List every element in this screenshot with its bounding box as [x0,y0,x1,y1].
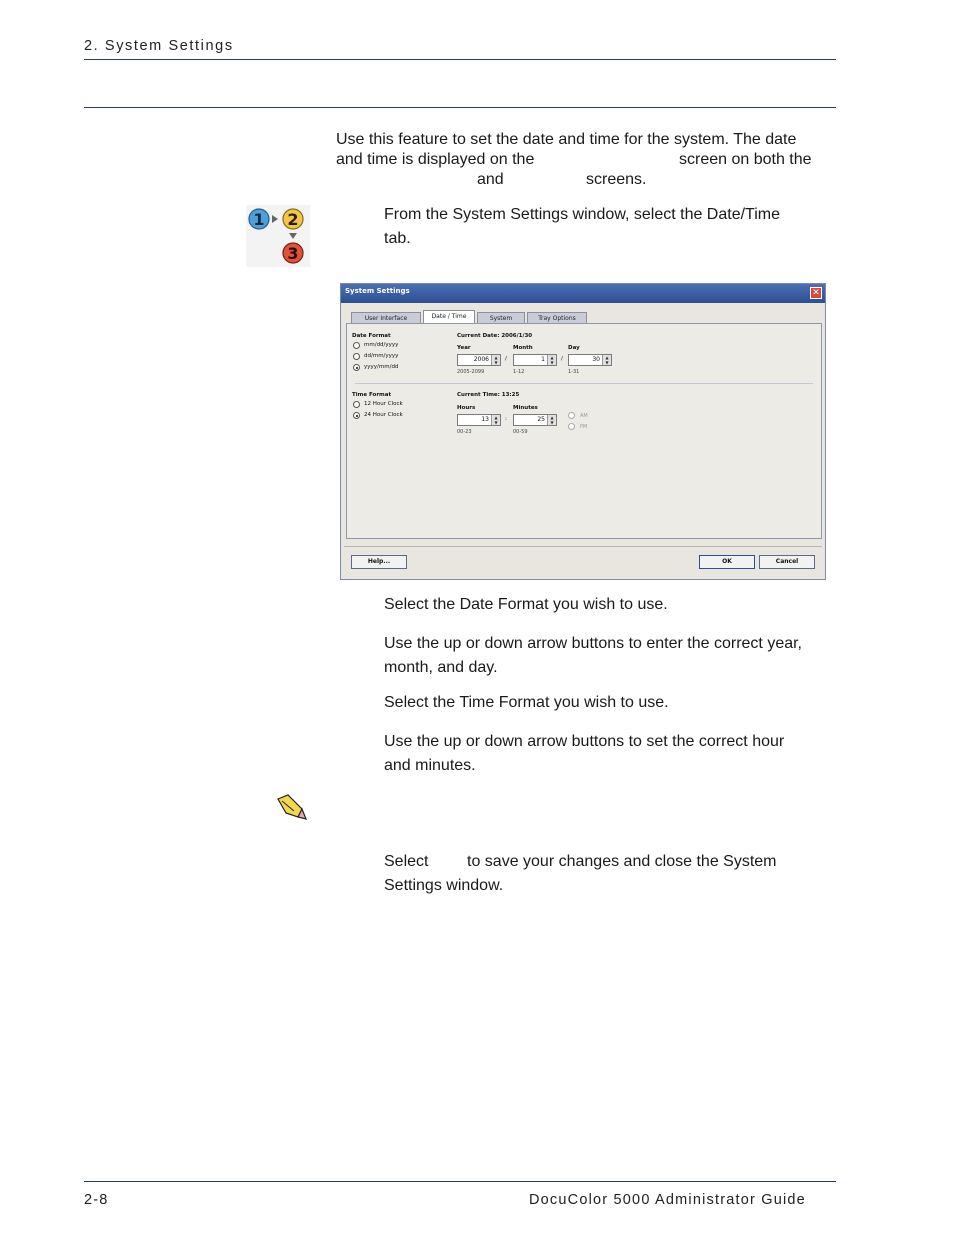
date-option-1: mm/dd/yyyy [364,342,399,348]
date-separator-1: / [505,356,507,362]
minutes-range: 00-59 [513,429,528,435]
day-value: 30 [592,356,600,363]
am-label: AM [580,413,588,419]
day-range: 1-31 [568,369,580,375]
header-rule [84,59,836,60]
cancel-button[interactable]: Cancel [759,555,815,569]
pm-label: PM [580,424,588,430]
hours-value: 13 [481,416,489,423]
intro-line-2a: and time is displayed on the [336,151,535,168]
year-range: 2005-2099 [457,369,485,375]
day-arrows-icon[interactable]: ▲ ▼ [602,355,611,365]
footer-rule [84,1181,836,1182]
guide-title: DocuColor 5000 Administrator Guide [529,1192,806,1208]
pm-radio[interactable] [568,423,575,430]
date-format-ddmmyyyy-radio[interactable] [353,353,360,360]
step4-text: Select the Time Format you wish to use. [384,694,669,711]
date-format-label: Date Format [352,333,391,339]
current-time: Current Time: 13:25 [457,392,520,398]
intro-line-3b: screens. [586,171,647,188]
step-number-3: 3 [287,244,299,263]
date-option-2: dd/mm/yyyy [364,353,399,359]
step1-line-2: tab. [384,230,411,247]
step1-line-1: From the System Settings window, select the Date/Time [384,206,781,223]
time-option-1: 12 Hour Clock [364,401,403,407]
steps-icon [246,205,310,267]
time-option-2: 24 Hour Clock [364,412,403,418]
date-time-panel [346,323,822,539]
intro-line-2b: screen on both the [679,151,812,168]
am-radio[interactable] [568,412,575,419]
day-label: Day [568,345,580,351]
divider [355,383,813,384]
date-separator-2: / [561,356,563,362]
ok-button[interactable]: OK [699,555,755,569]
step-number-2: 2 [287,210,299,229]
current-date: Current Date: 2006/1/30 [457,333,533,339]
day-spinner[interactable] [568,354,612,366]
hours-label: Hours [457,405,476,411]
date-format-yyyymmdd-radio[interactable] [353,364,360,371]
intro-line-3a: and [477,171,504,188]
note-pencil-icon [276,793,308,821]
month-range: 1-12 [513,369,525,375]
hours-arrows-icon[interactable]: ▲ ▼ [491,415,500,425]
year-value: 2006 [473,356,489,363]
intro-line-1: Use this feature to set the date and time for the system. The date [336,131,797,148]
minutes-value: 25 [537,416,545,423]
close-icon[interactable]: ✕ [810,287,822,299]
minutes-arrows-icon[interactable]: ▲ ▼ [547,415,556,425]
time-format-12h-radio[interactable] [353,401,360,408]
month-value: 1 [541,356,545,363]
tab-tray-options[interactable]: Tray Options [527,312,587,323]
step5-line-2: and minutes. [384,757,476,774]
button-bar-divider [344,546,822,547]
step6-line-1b: to save your changes and close the System [467,853,777,870]
year-arrows-icon[interactable]: ▲ ▼ [491,355,500,365]
minutes-spinner[interactable] [513,414,557,426]
tab-date-time[interactable]: Date / Time [423,310,475,323]
tab-system[interactable]: System [477,312,525,323]
minutes-label: Minutes [513,405,538,411]
year-label: Year [457,345,471,351]
hours-spinner[interactable] [457,414,501,426]
step6-line-1a: Select [384,853,429,870]
dialog-title-bar [341,284,825,303]
step-number-1: 1 [253,210,265,229]
month-spinner[interactable] [513,354,557,366]
time-format-label: Time Format [352,392,392,398]
step5-line-1: Use the up or down arrow buttons to set the correct hour [384,733,785,750]
system-settings-dialog [340,283,826,580]
tab-user-interface[interactable]: User Interface [351,312,421,323]
section-rule [84,107,836,108]
month-label: Month [513,345,533,351]
year-spinner[interactable] [457,354,501,366]
step3-line-1: Use the up or down arrow buttons to enter the correct year, [384,635,802,652]
running-header: 2. System Settings [84,38,234,54]
time-separator: : [505,416,507,422]
time-format-24h-radio[interactable] [353,412,360,419]
help-button[interactable]: Help... [351,555,407,569]
date-format-mmddyyyy-radio[interactable] [353,342,360,349]
date-option-3: yyyy/mm/dd [364,364,399,370]
step6-line-2: Settings window. [384,877,504,894]
month-arrows-icon[interactable]: ▲ ▼ [547,355,556,365]
hours-range: 00-23 [457,429,472,435]
step2-text: Select the Date Format you wish to use. [384,596,668,613]
dialog-title: System Settings [345,287,410,295]
page-number: 2-8 [84,1192,109,1208]
step3-line-2: month, and day. [384,659,498,676]
